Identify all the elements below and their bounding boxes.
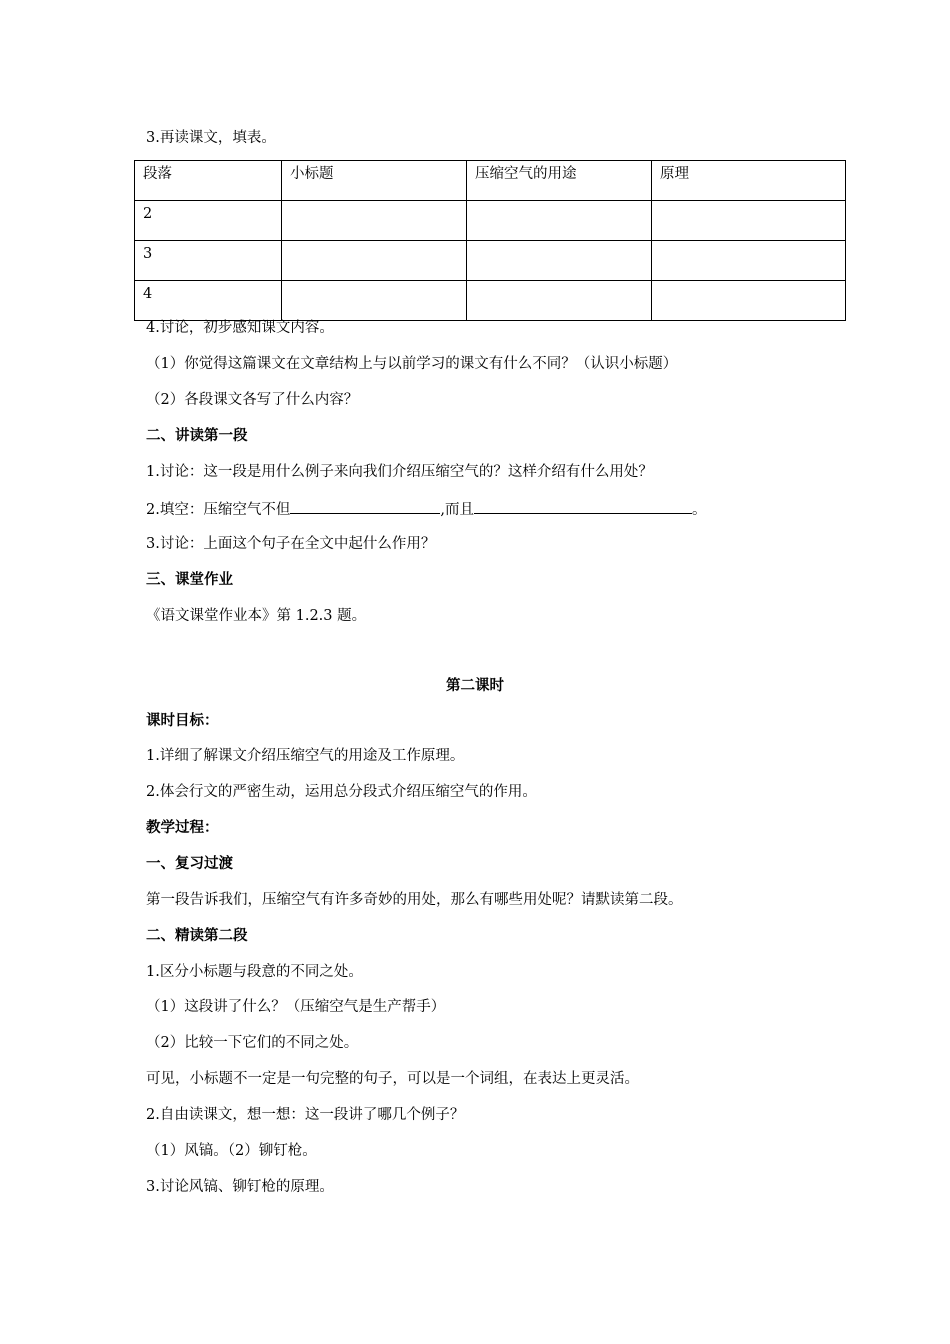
- fill-in-table: [134, 160, 846, 321]
- answer-blank-2[interactable]: [474, 498, 692, 514]
- goals-heading: 课时目标：: [146, 713, 219, 729]
- part2-question-3: 3.讨论：上面这个句子在全文中起什么作用？: [146, 536, 436, 552]
- list-item: （1）风镐。（2）铆钉枪。: [146, 1143, 317, 1159]
- part2-fill-blank: [146, 498, 706, 520]
- lesson-title: 第二课时: [446, 678, 504, 694]
- table-row: [135, 201, 846, 241]
- item-4-sub-2: （2）各段课文各写了什么内容？: [146, 392, 359, 408]
- table-header-row: [135, 161, 846, 201]
- table-cell[interactable]: [467, 281, 652, 321]
- homework-text: 《语文课堂作业本》第 1.2.3 题。: [146, 608, 367, 624]
- table-cell[interactable]: [652, 201, 846, 241]
- table-cell[interactable]: [467, 201, 652, 241]
- paragraph: 可见，小标题不一定是一句完整的句子，可以是一个词组，在表达上更灵活。: [146, 1071, 639, 1087]
- table-header-cell: 压缩空气的用途: [467, 161, 652, 201]
- fill-blank-prefix: 2.填空：压缩空气不但: [146, 502, 291, 518]
- section-heading: 三、课堂作业: [146, 572, 233, 588]
- table-cell[interactable]: [467, 241, 652, 281]
- table-header-cell: 原理: [652, 161, 846, 201]
- process-heading: 教学过程：: [146, 820, 219, 836]
- table-cell[interactable]: [282, 241, 467, 281]
- answer-blank-1[interactable]: [290, 498, 440, 514]
- table-row: [135, 241, 846, 281]
- table-cell[interactable]: [282, 281, 467, 321]
- part2-question-1: 1.讨论：这一段是用什么例子来向我们介绍压缩空气的？这样介绍有什么用处？: [146, 464, 653, 480]
- paragraph: 第一段告诉我们，压缩空气有许多奇妙的用处，那么有哪些用处呢？请默读第二段。: [146, 892, 683, 908]
- table-row: [135, 281, 846, 321]
- section-heading: 二、精读第二段: [146, 928, 248, 944]
- goal-item: 1.详细了解课文介绍压缩空气的用途及工作原理。: [146, 748, 465, 764]
- list-item: 1.区分小标题与段意的不同之处。: [146, 964, 363, 980]
- table-header-cell: 段落: [135, 161, 282, 201]
- table-cell: 3: [135, 241, 282, 281]
- list-item: （1）这段讲了什么？（压缩空气是生产帮手）: [146, 999, 446, 1015]
- table-cell: 4: [135, 281, 282, 321]
- item-3-reread: 3.再读课文，填表。: [146, 130, 276, 146]
- list-item: 3.讨论风镐、铆钉枪的原理。: [146, 1179, 334, 1195]
- table-header-cell: 小标题: [282, 161, 467, 201]
- table-cell[interactable]: [652, 241, 846, 281]
- list-item: 2.自由读课文，想一想：这一段讲了哪几个例子？: [146, 1107, 465, 1123]
- list-item: （2）比较一下它们的不同之处。: [146, 1035, 359, 1051]
- table-cell[interactable]: [282, 201, 467, 241]
- fill-blank-middle: ,而且: [440, 502, 474, 518]
- goal-item: 2.体会行文的严密生动，运用总分段式介绍压缩空气的作用。: [146, 784, 537, 800]
- section-heading: 一、复习过渡: [146, 856, 233, 872]
- item-4-discuss: 4.讨论，初步感知课文内容。: [146, 320, 334, 336]
- table-cell: 2: [135, 201, 282, 241]
- fill-blank-suffix: 。: [691, 502, 707, 518]
- item-4-sub-1: （1）你觉得这篇课文在文章结构上与以前学习的课文有什么不同？（认识小标题）: [146, 356, 678, 372]
- section-heading: 二、讲读第一段: [146, 428, 248, 444]
- table-cell[interactable]: [652, 281, 846, 321]
